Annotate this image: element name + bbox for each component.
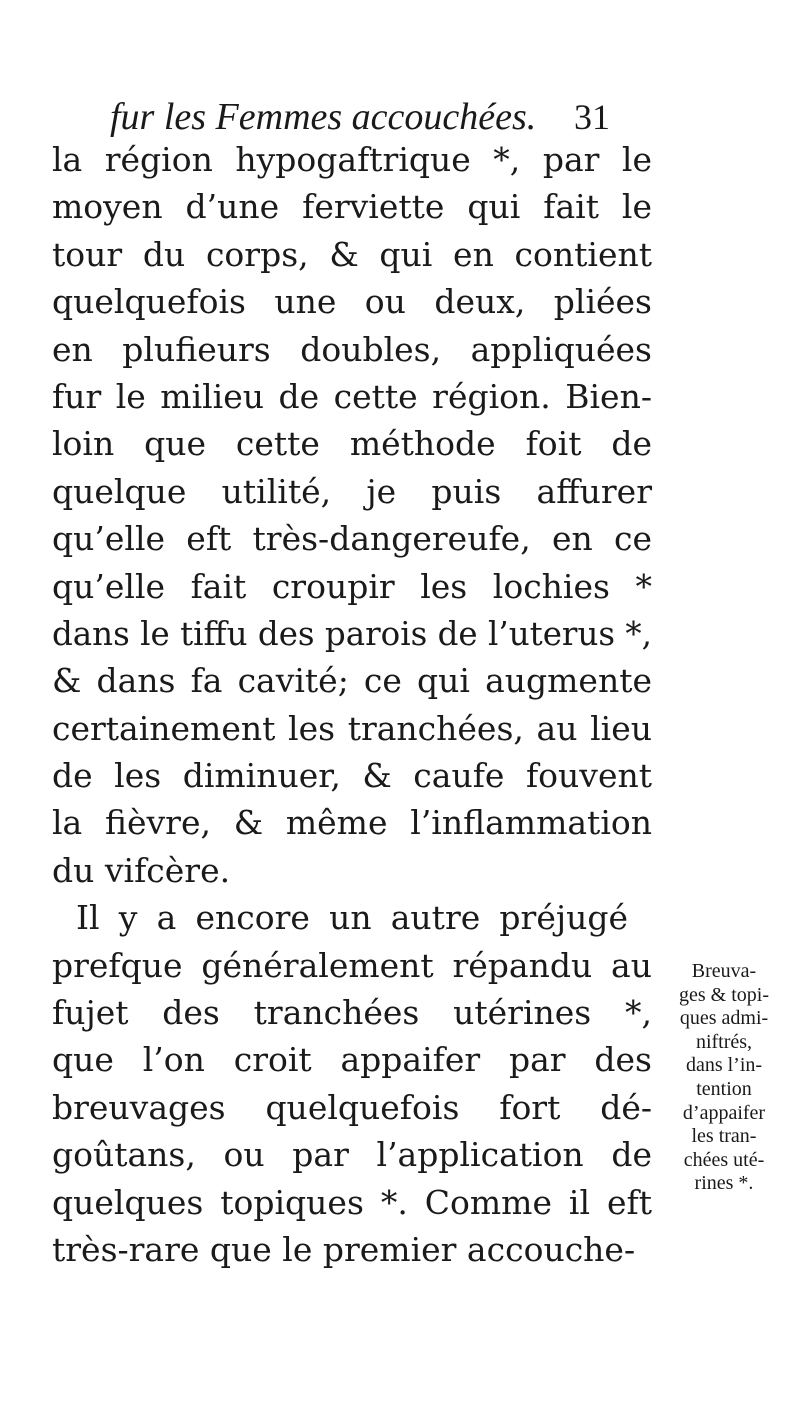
text-line: loin que cette méthode foit de xyxy=(52,424,652,464)
marginal-note-line: niftrés, xyxy=(695,1030,753,1053)
marginal-note-line: les tran- xyxy=(691,1125,757,1148)
text-line: certainement les tranchées, au lieu xyxy=(52,708,652,748)
page-number: 31 xyxy=(574,97,610,137)
running-title: fur les Femmes accouchées. xyxy=(110,96,537,138)
text-line: de les diminuer, & caufe fouvent xyxy=(52,756,652,796)
marginal-note-line: chées uté- xyxy=(683,1148,765,1171)
text-line: fujet des tranchées utérines *, xyxy=(52,993,652,1033)
text-line: que l’on croit appaifer par des xyxy=(52,1040,652,1080)
text-line: goûtans, ou par l’application de xyxy=(52,1135,652,1175)
text-line: qu’elle fait croupir les lochies * xyxy=(52,566,652,606)
text-line: Il y a encore un autre préjugé xyxy=(76,898,628,938)
text-line: tour du corps, & qui en contient xyxy=(52,234,652,274)
text-line: quelques topiques *. Comme il eft xyxy=(52,1182,652,1222)
text-line: du vifcère. xyxy=(52,850,231,890)
marginal-note-line: tention xyxy=(696,1077,752,1100)
text-line: quelque utilité, je puis affurer xyxy=(52,471,652,511)
running-head xyxy=(110,92,610,142)
text-line: quelquefois une ou deux, pliées xyxy=(52,282,652,322)
text-line: très-rare que le premier accouche- xyxy=(52,1229,636,1269)
body-text xyxy=(52,136,652,1273)
marginal-note-line: d’appaifer xyxy=(682,1101,766,1124)
text-line: la fièvre, & même l’inflammation xyxy=(52,803,652,843)
text-line: la région hypogaftrique *, par le xyxy=(52,140,652,179)
marginal-note-line: Breuva- xyxy=(691,960,757,982)
text-line: fur le milieu de cette région. Bien- xyxy=(52,376,652,416)
text-line: & dans fa cavité; ce qui augmente xyxy=(52,661,652,701)
text-line: breuvages quelquefois fort dé- xyxy=(52,1087,652,1127)
marginal-note xyxy=(654,960,794,1196)
text-line: prefque généralement répandu au xyxy=(52,945,652,985)
marginal-note-line: ges & topi- xyxy=(679,983,769,1006)
marginal-note-line: dans l’in- xyxy=(685,1054,763,1077)
marginal-note-line: rines *. xyxy=(694,1172,754,1195)
text-line: dans le tiffu des parois de l’uterus *, xyxy=(52,613,652,653)
marginal-note-line: ques admi- xyxy=(679,1007,769,1030)
text-line: en plufieurs doubles, appliquées xyxy=(52,329,652,369)
text-line: moyen d’une ferviette qui fait le xyxy=(52,187,652,227)
text-line: qu’elle eft très-dangereufe, en ce xyxy=(52,519,652,559)
